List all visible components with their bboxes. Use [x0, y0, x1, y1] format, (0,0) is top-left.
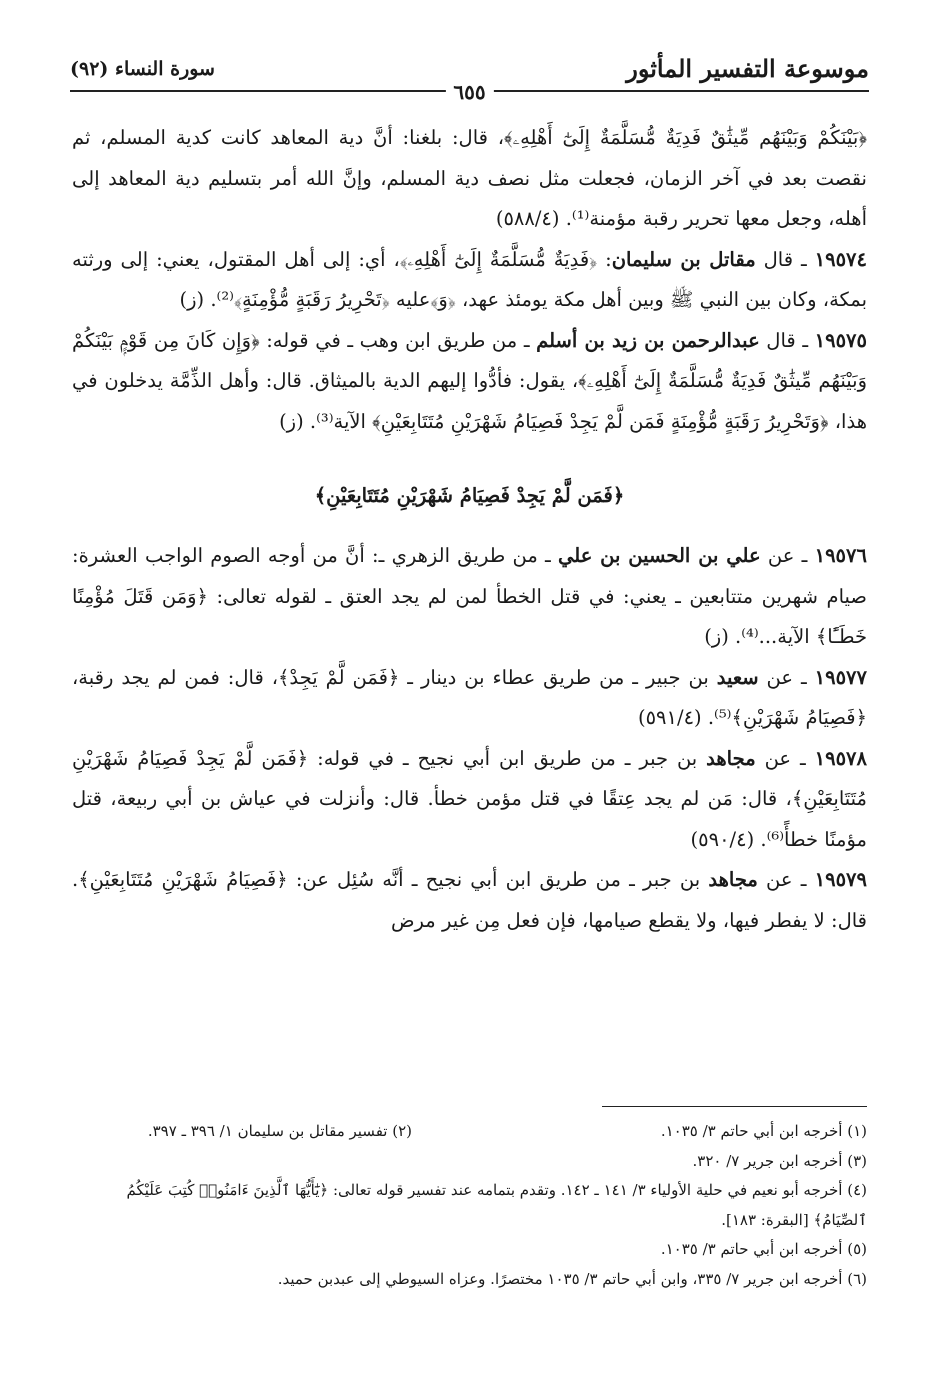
report-prefix: ـ قال — [755, 247, 815, 271]
narrator: مجاهد — [708, 868, 758, 891]
paragraph-1 — [72, 118, 867, 240]
footnote-3: (٣) أخرجه ابن جرير ٧/ ٣٢٠. — [692, 1151, 867, 1170]
narrator: مقاتل بن سليمان — [611, 247, 756, 271]
paragraph-text: بن جبر ـ من طريق ابن أبي نجيح ـ أنَّه سُئِل عن: ﴿فَصِيَامُ شَهْرَيْنِ مُتَتَابِعَيْنِ﴾. قال: لا يفطر فيها، ولا يقطع صيامها، فإن فعل مِن غير مرض — [72, 868, 867, 932]
footnote-row — [72, 1117, 867, 1147]
report-number: ١٩٥٧٥ — [814, 328, 867, 352]
report-prefix: ـ عن — [755, 746, 815, 770]
paragraph-text: بن جبير ـ من طريق عطاء بن دينار ـ ﴿فَمَن لَّمْ يَجِدْ﴾، قال: فمن لم يجد رقبة، ﴿فَصِيَامُ شَهْرَيْنِ﴾⁽⁵⁾. (٥٩١/٤) — [72, 665, 867, 729]
footnote-1: (١) أخرجه ابن أبي حاتم ٣/ ١٠٣٥. — [660, 1122, 867, 1140]
paragraph-text: ـ من طريق الزهري ـ: أنَّ من أوجه الصوم الواجب العشرة: صيام شهرين متتابعين ـ يعني: في قتل الخطأ لمن لم يجد العتق ـ لقوله تعالى: ﴿وَمَن قَتَلَ مُؤْمِنًا خَطَـًٔا﴾ الآية...⁽⁴⁾. (ز) — [72, 544, 867, 648]
paragraph-19577 — [72, 658, 867, 739]
paragraph-text: بن جبر ـ من طريق ابن أبي نجيح ـ في قوله: ﴿فَمَن لَّمْ يَجِدْ فَصِيَامُ شَهْرَيْنِ مُتَتَابِعَيْنِ﴾، قال: مَن لم يجد عِتقًا في قتل مؤمن خطأ. قال: وأنزلت في عياش بن أبي ربيعة، قتل مؤمنًا خطأً⁽⁶⁾. (٥٩٠/٤) — [72, 746, 867, 851]
report-number: ١٩٥٧٤ — [814, 247, 867, 271]
sura-title: سورة النساء (٩٢) — [70, 58, 215, 80]
footnote-4: (٤) أخرجه أبو نعيم في حلية الأولياء ٣/ ١٤١ ـ ١٤٢. وتقدم بتمامه عند تفسير قوله تعالى: ﴿يَٰٓأَيُّهَا ٱلَّذِينَ ءَامَنُوا۟ كُتِبَ عَلَيْكُمُ ٱلصِّيَامُ﴾ [البقرة: ١٨٣]. — [126, 1181, 867, 1229]
report-number: ١٩٥٧٧ — [814, 665, 867, 689]
narrator: مجاهد — [706, 746, 756, 770]
section-heading: ﴿فَمَن لَّمْ يَجِدْ فَصِيَامُ شَهْرَيْنِ مُتَتَابِعَيْنِ﴾ — [314, 484, 625, 507]
report-prefix: ـ عن — [760, 544, 815, 567]
page-header — [70, 50, 869, 102]
paragraph-text: : ﴿فَدِيَةٌ مُّسَلَّمَةٌ إِلَىٰٓ أَهْلِهِۦ﴾، أي: إلى أهل المقتول، يعني: إلى ورثته بمكة، وكان بين النبي ﷺ وبين أهل مكة يومئذ عهد، ﴿وَ﴾عليه ﴿تَحْرِيرُ رَقَبَةٍ مُّؤْمِنَةٍ﴾⁽²⁾. (ز) — [72, 247, 867, 311]
paragraph-19578 — [72, 739, 867, 861]
report-number: ١٩٥٧٩ — [814, 868, 867, 891]
paragraph-19579 — [72, 860, 867, 941]
paragraph-text: ـ من طريق ابن وهب ـ في قوله: ﴿وَإِن كَانَ مِن قَوْمٍۭ بَيْنَكُمْ وَبَيْنَهُم مِّيثَٰقٌ فَدِيَةٌ مُّسَلَّمَةٌ إِلَىٰٓ أَهْلِهِۦ﴾، يقول: فأدُّوا إليهم الدية بالميثاق. قال: وأهل الذِّمَّة يدخلون في هذا، ﴿وَتَحْرِيرُ رَقَبَةٍ مُّؤْمِنَةٍ فَمَن لَّمْ يَجِدْ فَصِيَامُ شَهْرَيْنِ مُتَتَابِعَيْنِ﴾ الآية⁽³⁾. (ز) — [72, 328, 867, 433]
report-prefix: ـ عن — [757, 868, 815, 891]
paragraph-19574 — [72, 240, 867, 321]
report-prefix: ـ عن — [758, 665, 815, 689]
book-title: موسوعة التفسير المأثور — [626, 54, 869, 83]
footnote-5: (٥) أخرجه ابن أبي حاتم ٣/ ١٠٣٥. — [660, 1240, 867, 1258]
footnote-6: (٦) أخرجه ابن جرير ٧/ ٣٣٥، وابن أبي حاتم ٣/ ١٠٣٥ مختصرًا. وعزاه السيوطي إلى عبدبن حميد. — [277, 1269, 867, 1288]
paragraph-text: ﴿بَيْنَكُمْ وَبَيْنَهُم مِّيثَٰقٌ فَدِيَةٌ مُّسَلَّمَةٌ إِلَىٰٓ أَهْلِهِۦ﴾، قال: بلغنا: أنَّ دية المعاهد كانت كدية المسلم، ثم نقصت بعد في آخر الزمان، فجعلت مثل نصف دية المسلم، وإنَّ الله أمر بتسليم دية المعاهد إلى أهله، وجعل معها تحرير رقبة مؤمنة⁽¹⁾. (٥٨٨/٤) — [72, 126, 867, 230]
footnote-rule — [602, 1106, 867, 1107]
paragraph-19575 — [72, 321, 867, 443]
footnotes — [72, 1117, 867, 1294]
narrator: علي بن الحسين بن علي — [557, 544, 761, 567]
report-prefix: ـ قال — [759, 328, 815, 352]
narrator: عبدالرحمن بن زيد بن أسلم — [536, 328, 760, 352]
narrator: سعيد — [716, 665, 759, 689]
page-number: ٦٥٥ — [445, 80, 493, 104]
report-number: ١٩٥٧٨ — [814, 746, 867, 770]
paragraph-19576 — [72, 536, 867, 658]
footnote-2: (٢) تفسير مقاتل بن سليمان ١/ ٣٩٦ ـ ٣٩٧. — [147, 1122, 412, 1140]
report-number: ١٩٥٧٦ — [814, 544, 867, 567]
main-text — [72, 118, 867, 941]
